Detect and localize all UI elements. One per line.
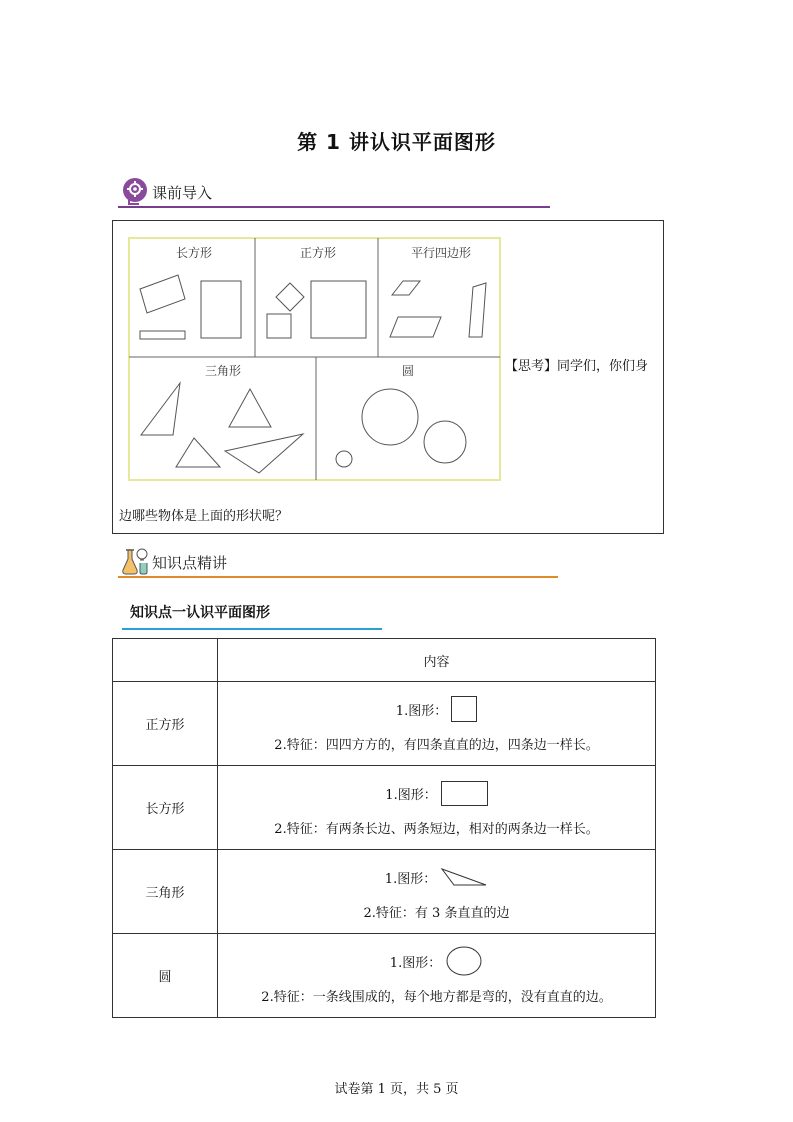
image-label: 圆 (401, 364, 415, 378)
section-header-intro (118, 176, 550, 208)
table-row (113, 766, 656, 850)
square-figure (451, 696, 477, 722)
feature-text: 2.特征：四四方方的，有四条直直的边，四条边一样长。 (274, 738, 599, 753)
table-header-cell: 内容 (218, 639, 656, 682)
shape-name-cell: 圆 (113, 934, 218, 1018)
table-row (113, 682, 656, 766)
shape-content-cell (218, 766, 656, 850)
shape-name-cell: 正方形 (113, 682, 218, 766)
section-heading: 课前导入 (152, 184, 213, 202)
section-header-knowledge (118, 546, 558, 578)
shape-content-cell (218, 682, 656, 766)
image-label: 三角形 (204, 364, 242, 378)
section-divider (118, 576, 558, 578)
feature-text: 2.特征：有 3 条直直的边 (363, 906, 510, 921)
flask-bulb-icon (120, 546, 150, 576)
think-prompt: 【思考】同学们，你们身 (505, 359, 649, 374)
figure-label: 1.图形： (395, 703, 448, 719)
section-divider (118, 206, 550, 208)
table-header-row (113, 639, 656, 682)
shape-name-cell: 三角形 (113, 850, 218, 934)
section-heading: 知识点精讲 (152, 554, 228, 572)
image-label: 长方形 (175, 246, 213, 260)
circle-figure (445, 945, 483, 977)
subsection-divider (122, 628, 382, 630)
shape-content-cell (218, 850, 656, 934)
figure-label: 1.图形： (385, 787, 437, 803)
page-title: 第 1 讲认识平面图形 (297, 130, 496, 154)
figure-label: 1.图形： (384, 871, 437, 887)
shape-name-cell: 长方形 (113, 766, 218, 850)
table-header-cell (113, 639, 218, 682)
intro-box (112, 220, 664, 534)
table-row (113, 934, 656, 1018)
table-row (113, 850, 656, 934)
shapes-illustration (128, 237, 501, 481)
shape-content-cell (218, 934, 656, 1018)
image-label: 平行四边形 (410, 246, 472, 260)
triangle-figure (440, 867, 488, 887)
image-label: 正方形 (299, 246, 337, 260)
feature-text: 2.特征：有两条长边、两条短边，相对的两条边一样长。 (274, 822, 599, 837)
head-gear-icon (120, 176, 150, 206)
subsection-heading (122, 602, 382, 630)
figure-label: 1.图形： (389, 955, 442, 971)
knowledge-table (112, 638, 656, 1018)
subsection-title: 知识点一认识平面图形 (130, 605, 270, 621)
rectangle-figure (441, 781, 488, 806)
page-footer: 试卷第 1 页，共 5 页 (334, 1082, 459, 1097)
feature-text: 2.特征：一条线围成的，每个地方都是弯的，没有直直的边。 (261, 990, 612, 1005)
think-question: 边哪些物体是上面的形状呢？ (119, 509, 289, 524)
